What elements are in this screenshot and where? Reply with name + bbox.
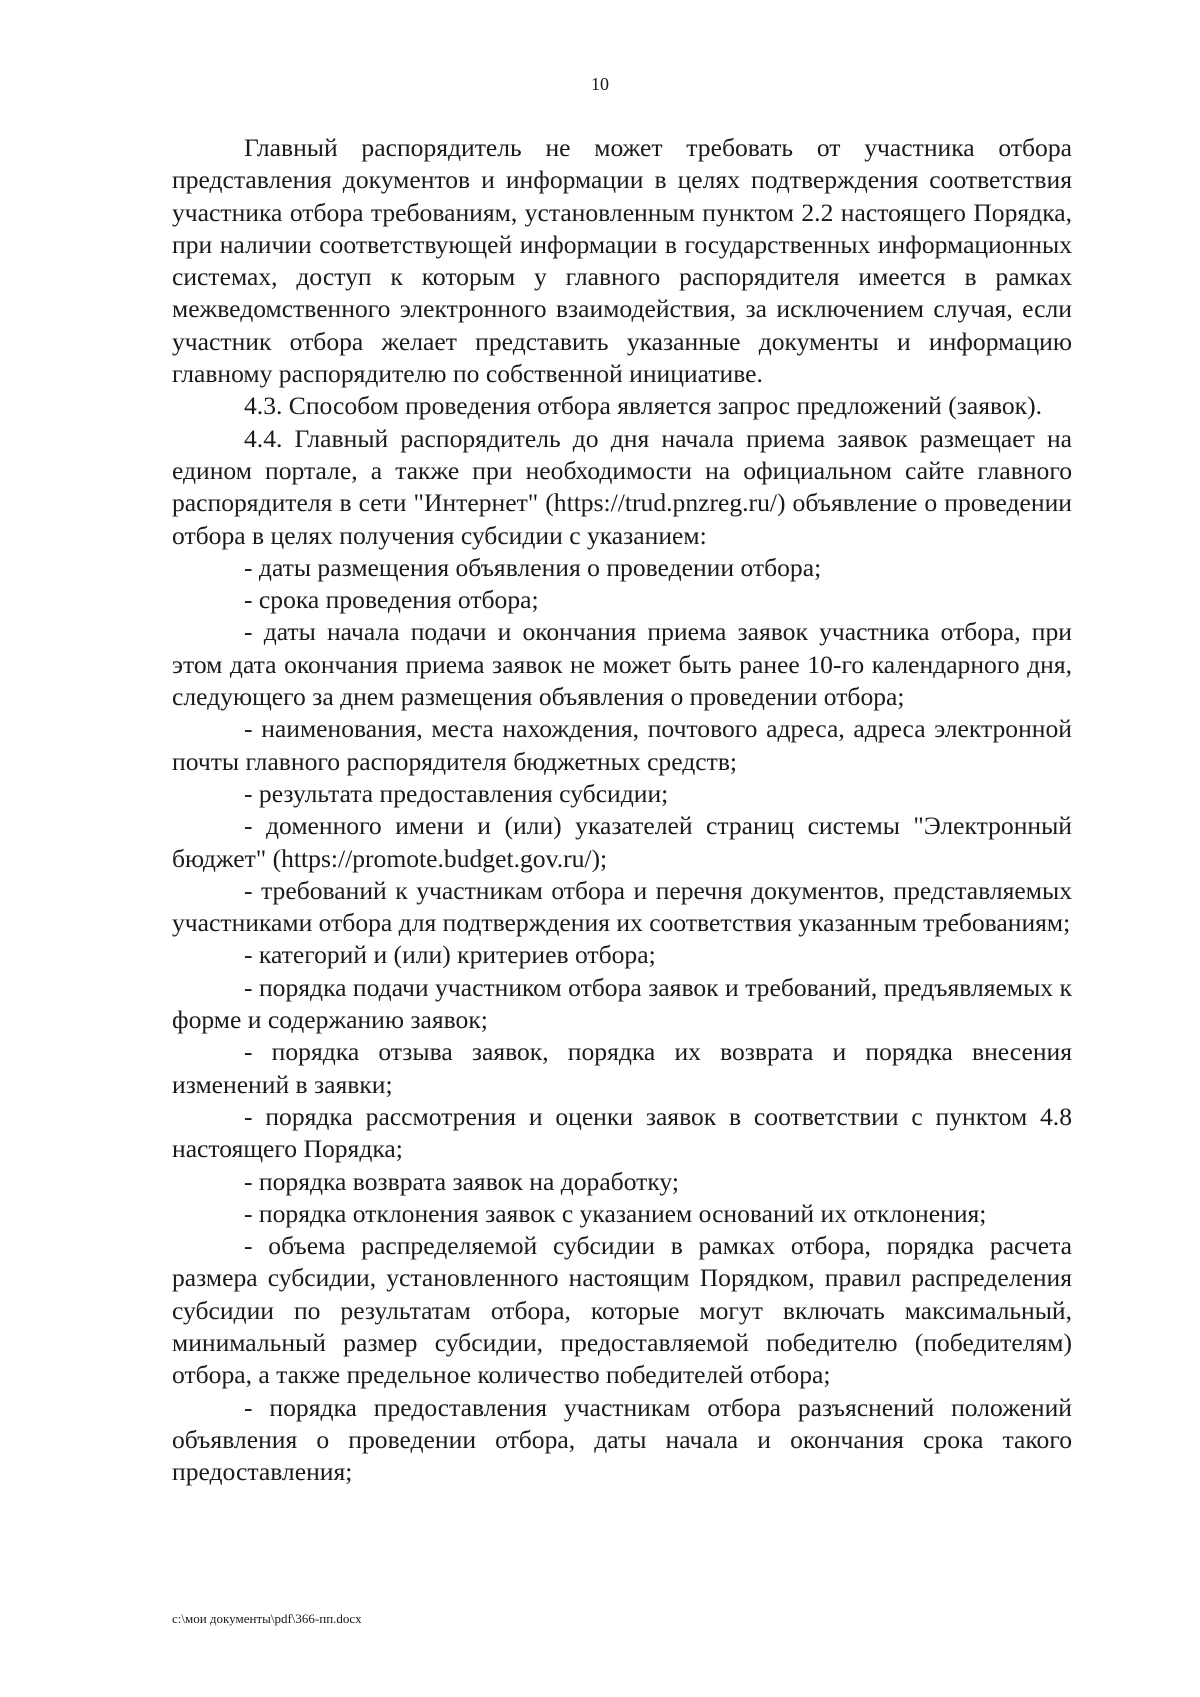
list-item: - порядка предоставления участникам отбора разъяснений положений объявления о проведении отбора, даты начала и окончания срока такого предоставления; — [172, 1392, 1072, 1487]
list-item: - результата предоставления субсидии; — [244, 778, 669, 808]
footer-file-path: с:\мои документы\pdf\366-пп.docx — [172, 1611, 362, 1626]
paragraph: Главный распорядитель не может требовать от участника отбора представления документов и информации в целях подтверждения соответствия участника отбора требованиям, установленным пунктом 2.2 настоящего Порядка, при наличии соответствующей информации в государственных информационных системах, доступ к которым у главного распорядителя имеется в рамках межведомственного электронного взаимодействия, за исключением случая, если участник отбора желает представить указанные документы и информацию главному распорядителю по собственной инициативе. — [172, 133, 1072, 389]
paragraph: 4.4. Главный распорядитель до дня начала приема заявок размещает на едином портале, а также при необходимости на официальном сайте главного распорядителя в сети "Интернет" (https://trud.pnzreg.ru/) объявление о проведении отбора в целях получения субсидии с указанием: — [172, 423, 1072, 550]
list-item: - даты размещения объявления о проведении отбора; — [244, 552, 822, 582]
list-item: - порядка возврата заявок на доработку; — [244, 1166, 679, 1196]
document-body — [172, 132, 1072, 1488]
list-item: - порядка подачи участником отбора заявок и требований, предъявляемых к форме и содержанию заявок; — [172, 972, 1072, 1035]
paragraph: 4.3. Способом проведения отбора является запрос предложений (заявок). — [244, 391, 1043, 421]
list-item: - объема распределяемой субсидии в рамках отбора, порядка расчета размера субсидии, установленного настоящим Порядком, правил распределения субсидии по результатам отбора, которые могут включать максимальный, минимальный размер субсидии, предоставляемой победителю (победителям) отбора, а также предельное количество победителей отбора; — [172, 1231, 1072, 1390]
list-item: - требований к участникам отбора и перечня документов, представляемых участниками отбора для подтверждения их соответствия указанным требованиям; — [172, 875, 1072, 938]
list-item: - наименования, места нахождения, почтового адреса, адреса электронной почты главного распорядителя бюджетных средств; — [172, 714, 1072, 776]
list-item: - порядка отклонения заявок с указанием оснований их отклонения; — [244, 1198, 987, 1228]
list-item: - категорий и (или) критериев отбора; — [244, 940, 656, 970]
list-item: - доменного имени и (или) указателей страниц системы "Электронный бюджет" (https://promote.budget.gov.ru/); — [172, 811, 1072, 873]
list-item: - порядка отзыва заявок, порядка их возврата и порядка внесения изменений в заявки; — [172, 1037, 1072, 1099]
page-number: 10 — [591, 74, 609, 94]
list-item: - срока проведения отбора; — [244, 585, 539, 615]
list-item: - порядка рассмотрения и оценки заявок в соответствии с пунктом 4.8 настоящего Порядка; — [172, 1101, 1072, 1164]
list-item: - даты начала подачи и окончания приема заявок участника отбора, при этом дата окончания приема заявок не может быть ранее 10-го календарного дня, следующего за днем размещения объявления о проведении отбора; — [172, 617, 1072, 712]
